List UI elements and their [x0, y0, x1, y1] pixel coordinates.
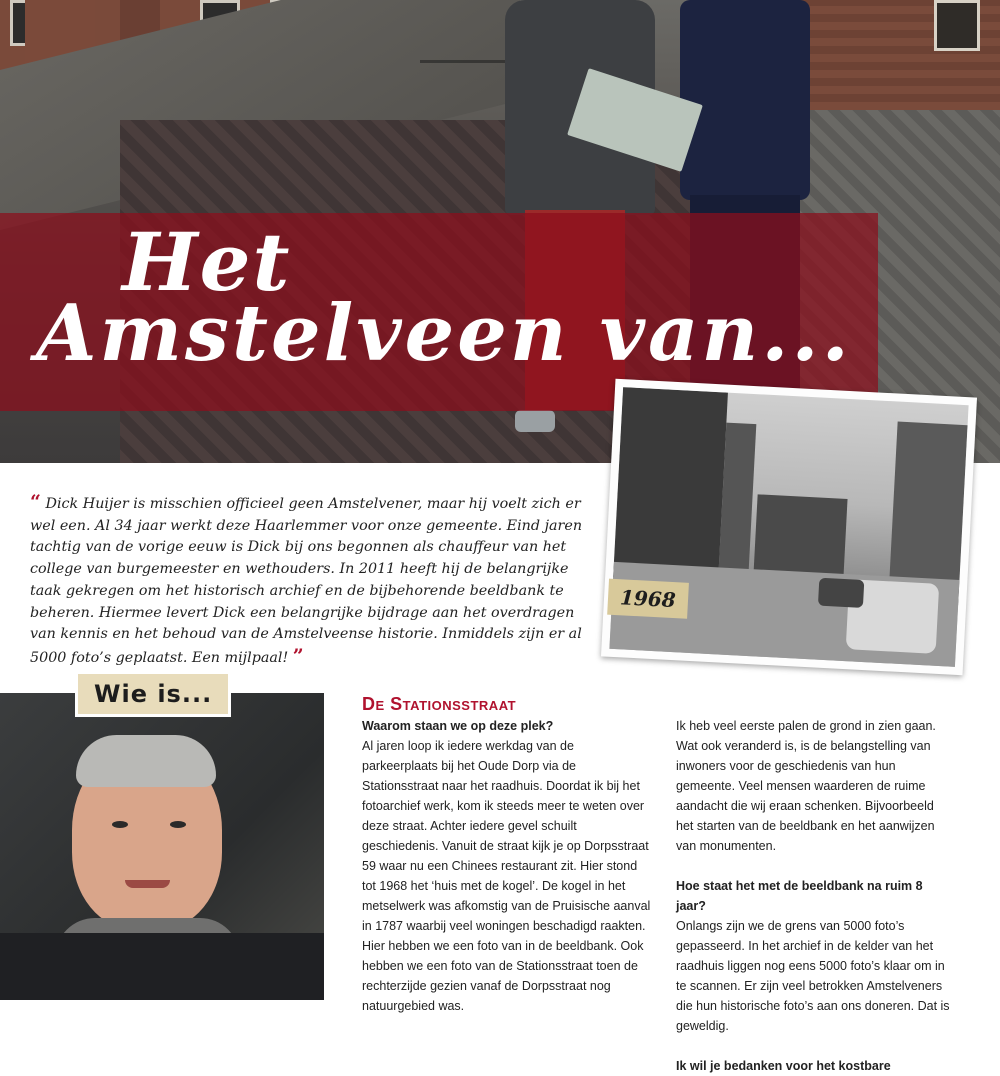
window	[934, 0, 980, 51]
shoe	[515, 410, 555, 432]
interview-question: Hoe staat het met de beeldbank na ruim 8 jaar?	[676, 879, 923, 913]
eye	[112, 821, 128, 828]
suit	[680, 0, 810, 200]
interview-question: Waarom staan we op deze plek?	[362, 719, 554, 733]
page-title-line1: Het	[122, 215, 292, 309]
intro-quote	[30, 492, 600, 670]
historic-photo	[601, 379, 977, 676]
intro-text: Dick Huijer is misschien officieel geen Amstelvener, maar hij voelt zich er wel een. Al 34 jaar werkt deze Haarlemmer voor onze gemeente. Eind jaren tachtig van de vorige eeuw is Dick bij ons begonnen als chauffeur van het college van burgemeester en wethouders. In 2011 heeft hij de belangrijke taak gekregen om het historisch archief en de bijbehorende beeldbank te beheren. Hiermee levert Dick een belangrijke bijdrage aan het overdragen van kennis en het behoud van de Amstelveense historie. Inmiddels zijn er al 5000 foto’s geplaatst. Een mijlpaal!	[30, 496, 583, 666]
interview-question: Ik wil je bedanken voor het kostbare	[676, 1059, 891, 1073]
building-right	[800, 0, 1000, 110]
historic-photo-image	[609, 387, 968, 667]
interview-answer: Onlangs zijn we de grens van 5000 foto’s gepasseerd. In het archief in de kelder van het raadhuis liggen nog eens 5000 foto’s klaar om in te scannen. Er zijn veel betrokken Amstelveners die hun historische foto’s aan ons doneren. Dat is geweldig.	[676, 919, 950, 1033]
interview-answer: Ik heb veel eerste palen de grond in zien gaan. Wat ook veranderd is, is de belangstelling van inwoners voor de geschiedenis van hun gemeente. Veel mensen waarderen de ruime aandacht die wij eraan schenken. Bijvoorbeeld het starten van de beeldbank en het aanwijzen van monumenten.	[676, 719, 936, 853]
article-column-2	[676, 716, 954, 1076]
photo-building	[753, 494, 847, 579]
eye	[170, 821, 186, 828]
wie-is-label: Wie is...	[78, 674, 228, 714]
article-column-1	[362, 716, 652, 1016]
portrait-photo	[0, 693, 324, 1000]
photo-car	[818, 578, 864, 608]
section-title: De Stationsstraat	[362, 694, 517, 714]
hair	[76, 735, 216, 787]
interview-answer: Al jaren loop ik iedere werkdag van de parkeerplaats bij het Oude Dorp via de Stationsstraat naar het raadhuis. Doordat ik bij het fotoarchief werk, kom ik steeds meer te weten over deze straat. Achter iedere gevel schuilt geschiedenis. Vanuit de straat kijk je op Dorpsstraat 59 waar nu een Chinees restaurant zit. Hier stond tot 1968 het ‘huis met de kogel’. De kogel in het metselwerk was afkomstig van de Pruisische aanval in 1787 waarbij veel woningen beschadigd raakten. Hier hebben we een foto van in de beeldbank. Ook hebben we een foto van de Stationsstraat toen de rechterzijde gezien vanaf de Dorpsstraat nog natuurgebied was.	[362, 739, 651, 1013]
page-title-line2: Amstelveen van...	[36, 288, 852, 379]
open-quote-mark: “	[30, 491, 41, 513]
photo-building	[719, 423, 757, 574]
close-quote-mark: ”	[292, 644, 304, 667]
jacket	[0, 933, 324, 1000]
mouth	[125, 880, 170, 888]
photo-year-label: 1968	[607, 579, 688, 619]
photo-building	[613, 387, 728, 582]
